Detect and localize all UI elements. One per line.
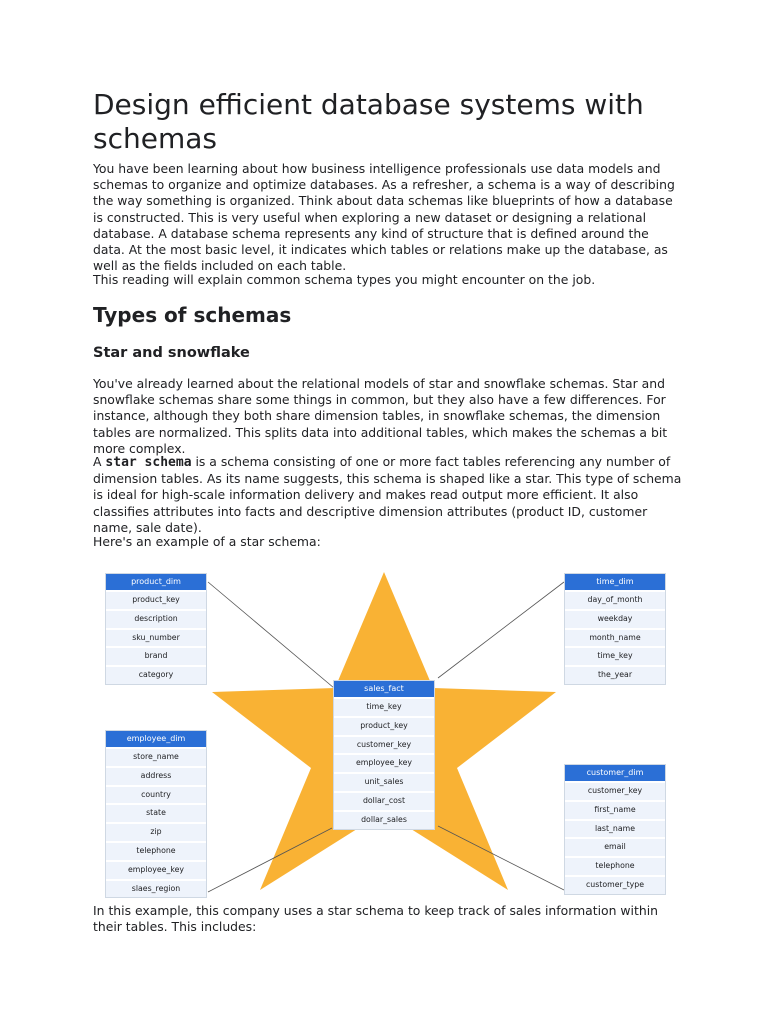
- table-field: time_key: [334, 697, 434, 716]
- table-field: product_key: [106, 590, 206, 609]
- table-field: month_name: [565, 628, 665, 647]
- star-schema-diagram: [0, 560, 768, 900]
- subsection-heading: Star and snowflake: [93, 345, 250, 361]
- table-header: sales_fact: [334, 681, 434, 697]
- table-field: telephone: [565, 856, 665, 875]
- table-employee-dim: [105, 730, 207, 898]
- reading-note: This reading will explain common schema types you might encounter on the job.: [93, 272, 596, 287]
- table-field: address: [106, 766, 206, 785]
- star-schema-term: star schema: [105, 455, 192, 470]
- table-field: first_name: [565, 800, 665, 819]
- table-field: unit_sales: [334, 772, 434, 791]
- table-field: zip: [106, 822, 206, 841]
- table-field: time_key: [565, 646, 665, 665]
- definition-prefix: A: [93, 454, 106, 469]
- table-field: category: [106, 665, 206, 684]
- table-field: sku_number: [106, 628, 206, 647]
- table-field: description: [106, 609, 206, 628]
- star-schema-definition: [93, 454, 683, 536]
- table-field: email: [565, 837, 665, 856]
- table-field: last_name: [565, 819, 665, 838]
- table-field: dollar_sales: [334, 810, 434, 829]
- intro-paragraph: You have been learning about how business intelligence professionals use data models and schemas to organize and optimize databases. As a refresher, a schema is a way of describing the way something is organized. Think about data schemas like blueprints of how a database is constructed. This is very useful when exploring a new dataset or designing a relational database. A database schema represents any kind of structure that is defined around the data. At the most basic level, it indicates which tables or relations make up the database, as well as the fields included on each table.: [93, 161, 675, 274]
- table-field: slaes_region: [106, 879, 206, 898]
- table-field: customer_key: [565, 781, 665, 800]
- table-header: product_dim: [106, 574, 206, 590]
- table-field: employee_key: [106, 860, 206, 879]
- connector-product: [208, 582, 334, 688]
- table-header: time_dim: [565, 574, 665, 590]
- connector-time: [438, 582, 564, 678]
- section-heading: Types of schemas: [93, 303, 292, 327]
- table-sales-fact: [333, 680, 435, 830]
- table-field: store_name: [106, 747, 206, 766]
- definition-text: is a schema consisting of one or more fact tables referencing any number of dimension tables. As its name suggests, this schema is shaped like a star. This type of schema is ideal for high-scale information delivery and makes read output more efficient. It also classifies attributes into facts and descriptive dimension attributes (product ID, customer name, sale date).: [93, 454, 682, 535]
- star-snowflake-paragraph: You've already learned about the relational models of star and snowflake schemas. Star and snowflake schemas share some things in common, but they also have a few differences. For instance, although they both share dimension tables, in snowflake schemas, the dimension tables are normalized. This splits data into additional tables, which makes the schemas a bit more complex.: [93, 376, 668, 456]
- table-time-dim: [564, 573, 666, 685]
- table-field: weekday: [565, 609, 665, 628]
- table-field: state: [106, 803, 206, 822]
- table-field: customer_type: [565, 875, 665, 894]
- table-field: the_year: [565, 665, 665, 684]
- table-field: country: [106, 785, 206, 804]
- closing-paragraph: In this example, this company uses a star schema to keep track of sales information within their tables. This includes:: [93, 903, 658, 935]
- table-field: dollar_cost: [334, 791, 434, 810]
- table-field: employee_key: [334, 753, 434, 772]
- page-title: Design efficient database systems with schemas: [93, 88, 644, 155]
- table-field: product_key: [334, 716, 434, 735]
- table-field: telephone: [106, 841, 206, 860]
- table-field: day_of_month: [565, 590, 665, 609]
- table-field: brand: [106, 646, 206, 665]
- table-customer-dim: [564, 764, 666, 895]
- table-header: employee_dim: [106, 731, 206, 747]
- table-field: customer_key: [334, 735, 434, 754]
- table-header: customer_dim: [565, 765, 665, 781]
- example-intro: Here's an example of a star schema:: [93, 534, 321, 549]
- table-product-dim: [105, 573, 207, 685]
